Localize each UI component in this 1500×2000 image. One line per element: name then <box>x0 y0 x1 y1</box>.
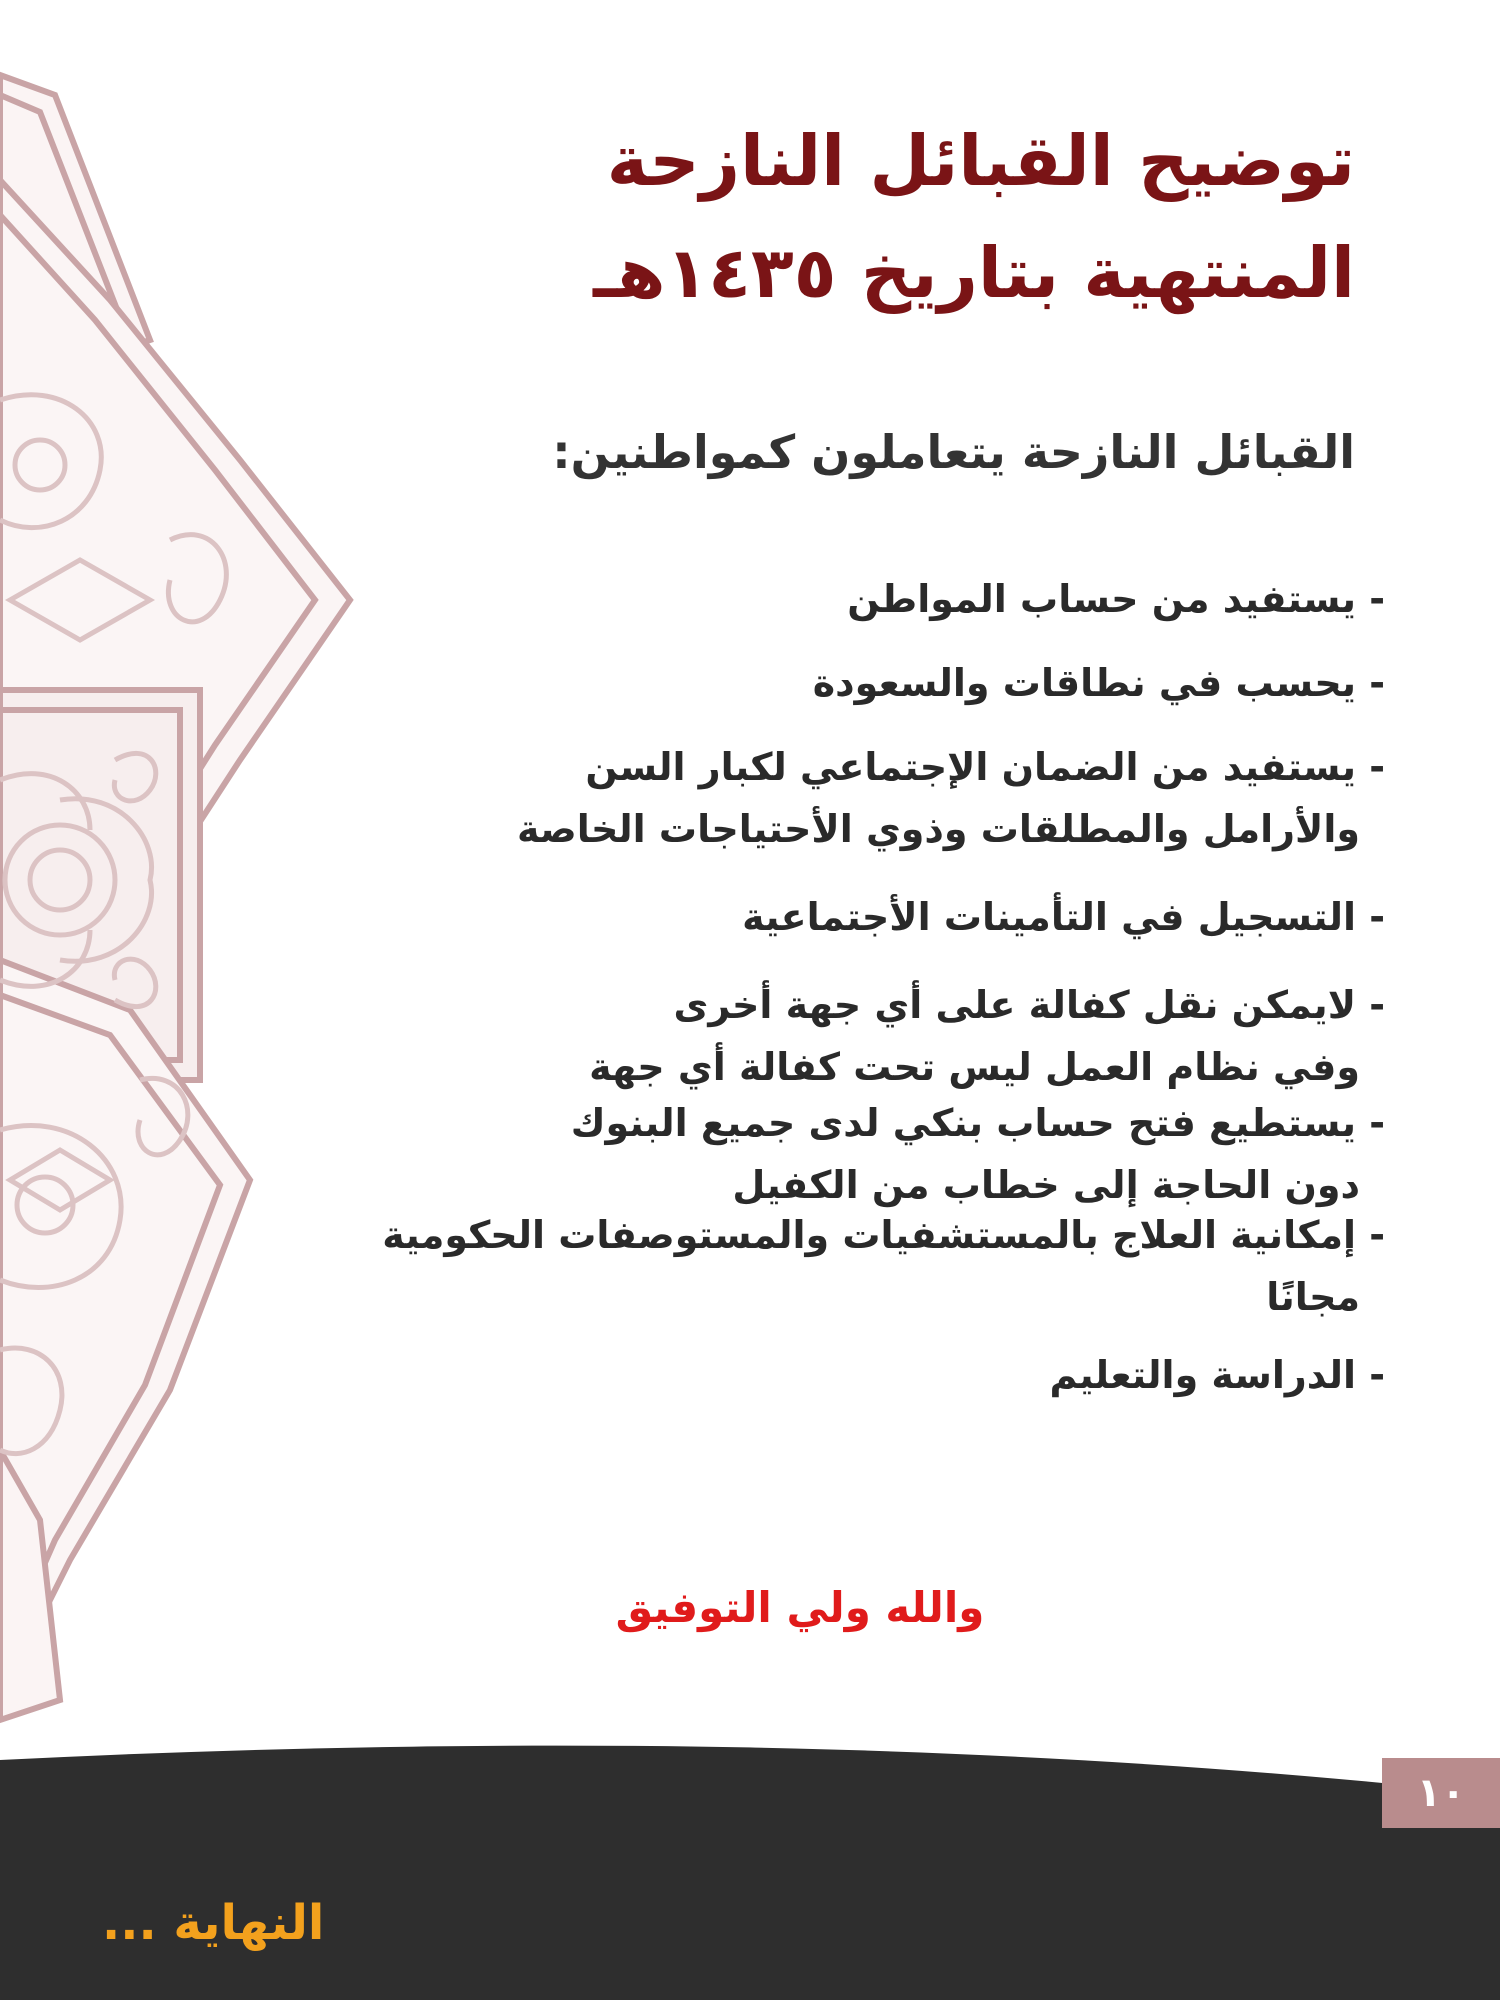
page-number-badge: ١٠ <box>1382 1758 1500 1828</box>
section-heading: القبائل النازحة يتعاملون كمواطنين: <box>552 425 1355 479</box>
bullet-item <box>205 568 1385 630</box>
bullet-line: - يستفيد من الضمان الإجتماعي لكبار السن <box>585 745 1385 789</box>
bullet-line: - يحسب في نطاقات والسعودة <box>812 661 1385 705</box>
bullet-line: - الدراسة والتعليم <box>1049 1353 1385 1397</box>
end-label: النهاية ... <box>102 1895 325 1951</box>
bullet-item <box>205 1204 1385 1328</box>
title-line-1: توضيح القبائل النازحة <box>606 120 1355 202</box>
bullet-line: - يستفيد من حساب المواطن <box>847 577 1385 621</box>
bullet-line: - التسجيل في التأمينات الأجتماعية <box>742 895 1385 939</box>
bullet-item <box>205 886 1385 948</box>
title-line-2: المنتهية بتاريخ ١٤٣٥هـ <box>593 232 1355 314</box>
closing-phrase: والله ولي التوفيق <box>615 1583 985 1632</box>
bullet-line-continuation: مجانًا <box>1266 1275 1360 1319</box>
bullet-line: - يستطيع فتح حساب بنكي لدى جميع البنوك <box>570 1101 1385 1145</box>
bullet-line-continuation: وفي نظام العمل ليس تحت كفالة أي جهة <box>589 1045 1360 1089</box>
bullet-line-continuation: دون الحاجة إلى خطاب من الكفيل <box>732 1163 1360 1207</box>
bullet-item <box>205 736 1385 860</box>
bullet-item <box>205 974 1385 1098</box>
bullet-line-continuation: والأرامل والمطلقات وذوي الأحتياجات الخاصة <box>516 807 1360 851</box>
bullet-item <box>205 1092 1385 1216</box>
page-title <box>355 105 1355 329</box>
bullet-item <box>205 652 1385 714</box>
footer-band <box>0 1740 1500 2000</box>
bullet-line: - إمكانية العلاج بالمستشفيات والمستوصفات الحكومية <box>382 1213 1385 1257</box>
bullet-line: - لايمكن نقل كفالة على أي جهة أخرى <box>673 983 1385 1027</box>
bullet-item <box>205 1344 1385 1406</box>
